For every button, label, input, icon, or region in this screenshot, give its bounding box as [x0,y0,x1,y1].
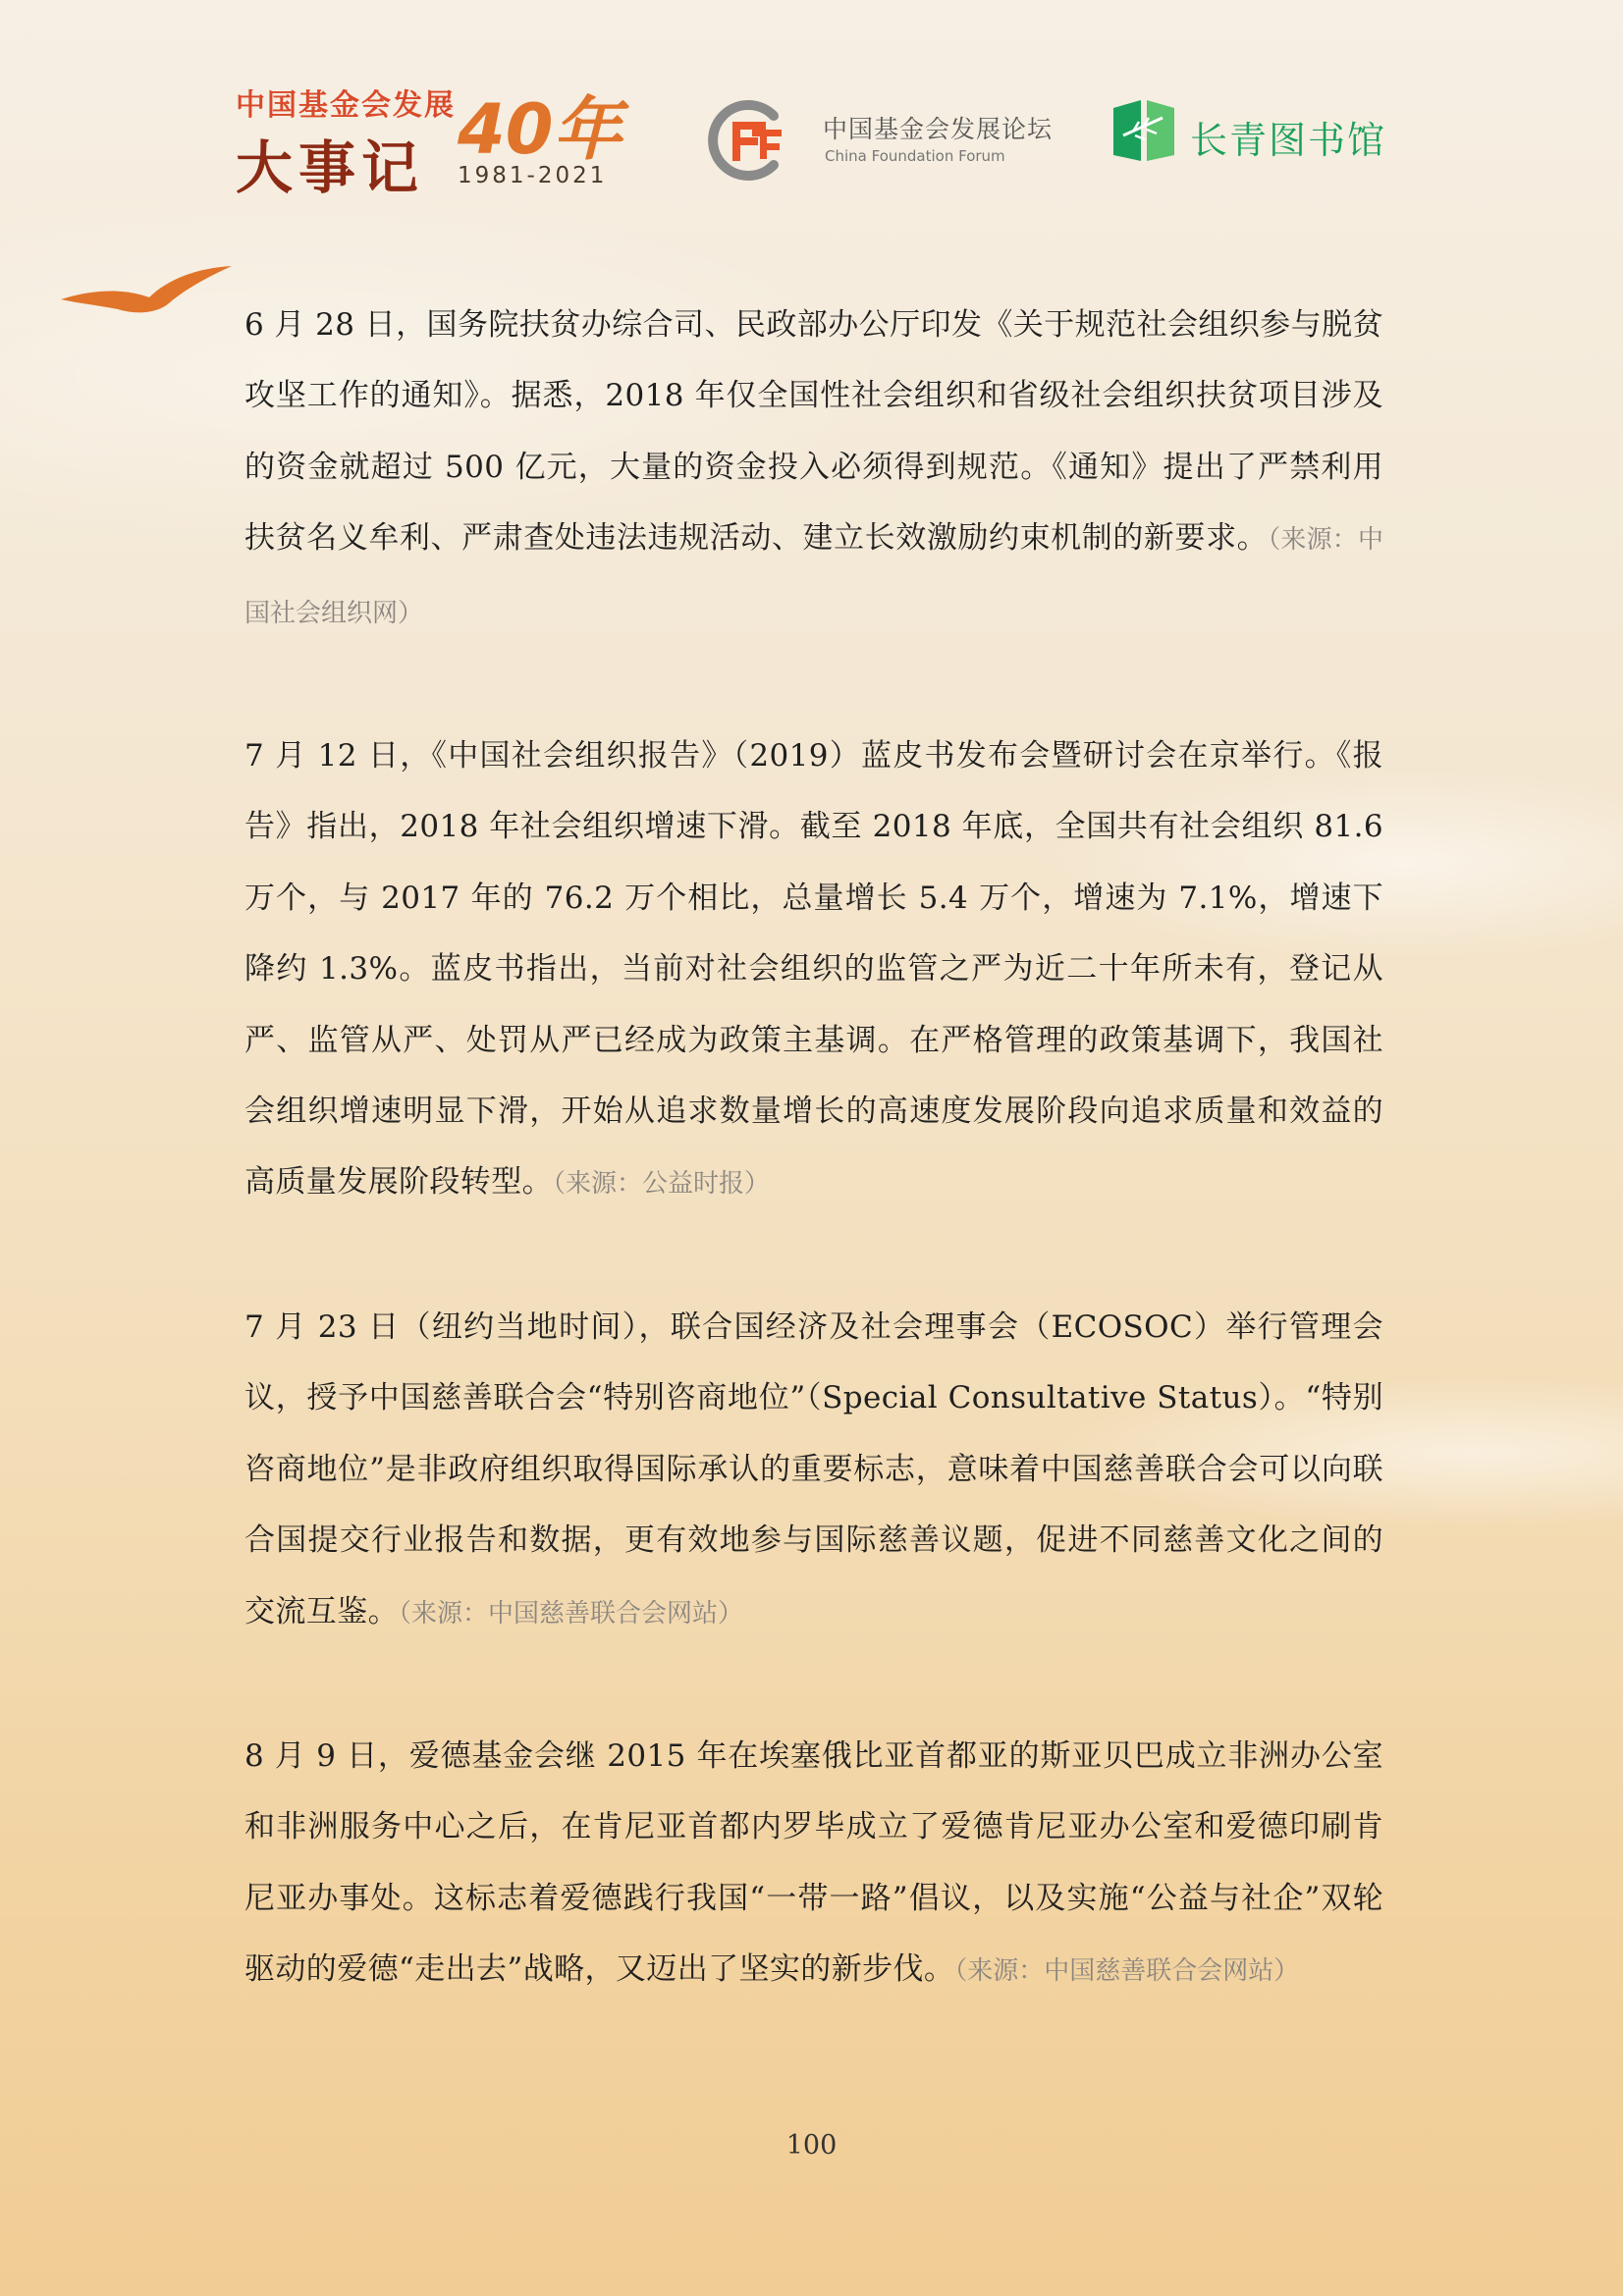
event-source: （来源：中国慈善联合会网站） [954,1956,1300,1987]
forum-logo [703,96,1076,185]
event-entry [244,1721,1383,2007]
forum-logo-icon [703,96,791,185]
anniversary-logo [234,69,626,245]
anniversary-logo-line1: 中国基金会发展 [236,88,456,123]
forum-logo-name-cn: 中国基金会发展论坛 [823,115,1054,143]
page-header [0,59,1623,255]
anniversary-logo-number: 40年 [458,89,622,170]
anniversary-logo-years: 1981-2021 [458,163,608,188]
anniversary-logo-line2: 大事记 [236,134,425,201]
event-text: 8 月 9 日，爱德基金会继 2015 年在埃塞俄比亚首都亚的斯亚贝巴成立非洲办公室和非洲服务中心之后，在肯尼亚首都内罗毕成立了爱德肯尼亚办公室和爱德印刷肯尼亚办事处。这标志着爱德践行我国“一带一路”倡议，以及实施“公益与社企”双轮驱动的爱德“走出去”战略，又迈出了坚实的新步伐。 [244,1737,1383,1988]
library-logo-name: 长青图书馆 [1190,119,1387,162]
library-logo [1109,96,1424,175]
event-source: （来源：中国慈善联合会网站） [399,1598,744,1629]
event-text: 7 月 23 日（纽约当地时间），联合国经济及社会理事会（ECOSOC）举行管理会议，授予中国慈善联合会“特别咨商地位”（Special Consultative Status）。“特别咨商地位”是非政府组织取得国际承认的重要标志，意味着中国慈善联合会可以向联合国提交行业报告和数据，更有效地参与国际慈善议题，促进不同慈善文化之间的交流互鉴。 [244,1308,1383,1629]
event-text: 7 月 12 日，《中国社会组织报告》（2019）蓝皮书发布会暨研讨会在京举行。《报告》指出，2018 年社会组织增速下滑。截至 2018 年底，全国共有社会组织 81.6 万个，与 2017 年的 76.2 万个相比，总量增长 5.4 万个，增速为 7.1%，增速下降约 1.3%。蓝皮书指出，当前对社会组织的监管之严为近二十年所未有，登记从严、监管从严、处罚从严已经成为政策主基调。在严格管理的政策基调下，我国社会组织增速明显下滑，开始从追求数量增长的高速度发展阶段向追求质量和效益的高质量发展阶段转型。 [244,738,1383,1201]
page-content [244,290,1383,2079]
event-source: （来源：中国社会组织网） [244,525,1383,628]
flying-bird-icon [59,260,236,319]
forum-logo-name-en: China Foundation Forum [825,147,1005,165]
event-source: （来源：公益时报） [553,1169,771,1200]
event-entry [244,721,1383,1220]
event-text: 6 月 28 日，国务院扶贫办综合司、民政部办公厅印发《关于规范社会组织参与脱贫攻坚工作的通知》。据悉，2018 年仅全国性社会组织和省级社会组织扶贫项目涉及的资金就超过 500 亿元，大量的资金投入必须得到规范。《通知》提出了严禁利用扶贫名义牟利、严肃查处违法违规活动、建立长效激励约束机制的新要求。 [244,307,1383,557]
event-entry [244,290,1383,649]
page-number: 100 [785,2130,838,2161]
book-leaf-icon [1109,96,1178,165]
event-entry [244,1292,1383,1649]
